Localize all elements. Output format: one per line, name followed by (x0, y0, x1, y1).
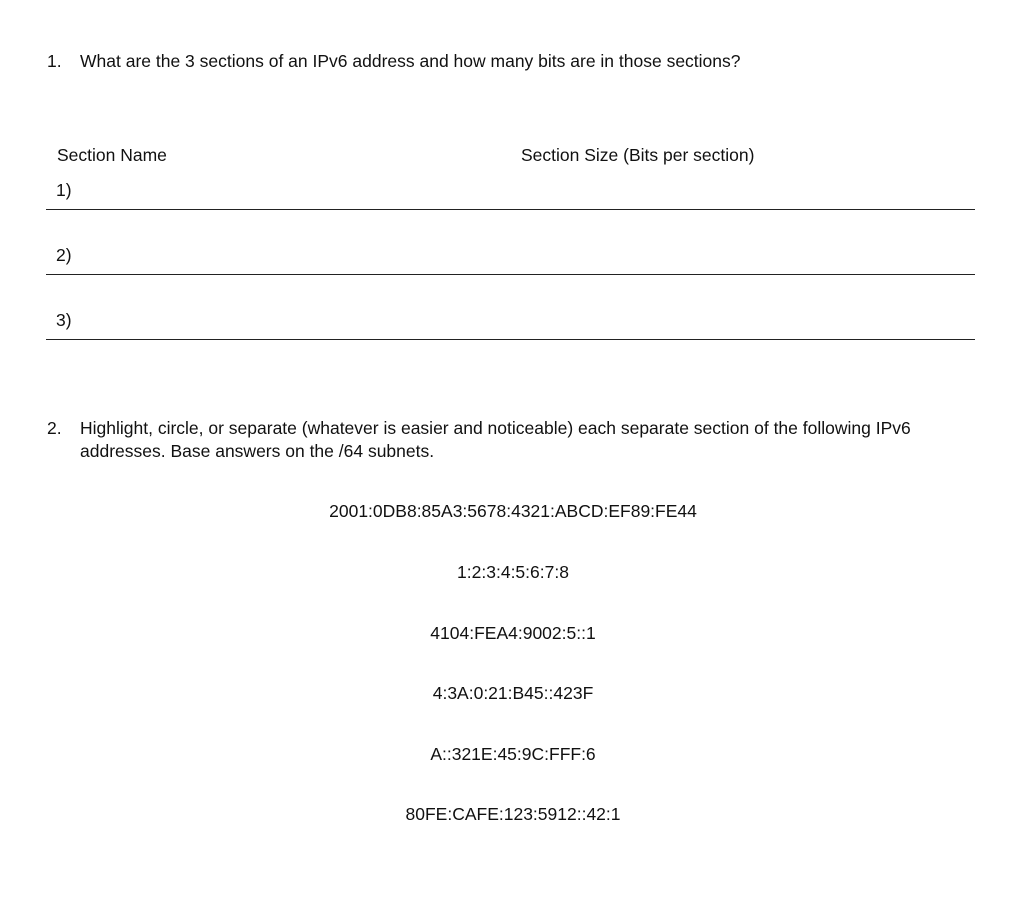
question-1 (47, 50, 984, 73)
row-label: 1) (56, 180, 72, 200)
ipv6-address: 4:3A:0:21:B45::423F (432, 683, 594, 703)
header-section-name: Section Name (57, 145, 167, 165)
question-1-number: 1. (47, 51, 62, 71)
question-2 (47, 417, 984, 463)
table-row (46, 244, 975, 275)
question-2-text: Highlight, circle, or separate (whatever is easier and noticeable) each separate section of the following IPv6 addresses. Base answers on the /64 subnets. (80, 418, 911, 461)
ipv6-address: 4104:FEA4:9002:5::1 (430, 623, 596, 643)
question-2-number: 2. (47, 418, 62, 438)
table-row (46, 179, 975, 210)
ipv6-address: 2001:0DB8:85A3:5678:4321:ABCD:EF89:FE44 (329, 501, 697, 521)
question-1-text: What are the 3 sections of an IPv6 address and how many bits are in those sections? (80, 51, 741, 71)
header-section-size: Section Size (Bits per section) (521, 145, 755, 165)
answer-line (46, 339, 975, 340)
row-label: 2) (56, 245, 72, 265)
ipv6-address: A::321E:45:9C:FFF:6 (430, 744, 596, 764)
ipv6-address: 1:2:3:4:5:6:7:8 (457, 562, 569, 582)
row-label: 3) (56, 310, 72, 330)
answer-line (46, 274, 975, 275)
ipv6-address: 80FE:CAFE:123:5912::42:1 (405, 804, 621, 824)
table-row (46, 309, 975, 340)
answer-line (46, 209, 975, 210)
